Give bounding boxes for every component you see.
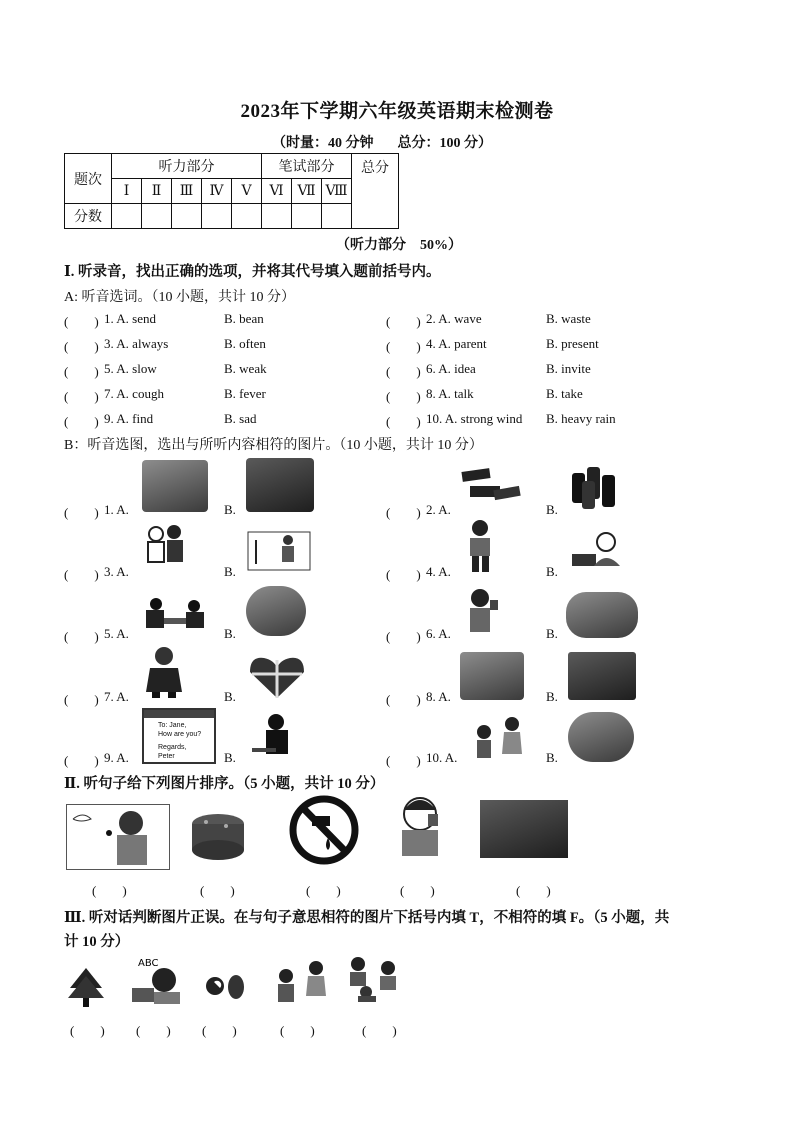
email-question: How are you? <box>158 731 202 738</box>
question-option-a: 1. A. <box>104 502 129 517</box>
score-cell[interactable] <box>112 204 142 229</box>
picture-beans <box>202 972 248 1002</box>
answer-blank[interactable]: ( ) <box>64 629 99 644</box>
answer-blank[interactable]: ( ) <box>386 567 421 582</box>
answer-blank[interactable]: ( ) <box>386 314 421 329</box>
question-option-a: 7. A. <box>104 689 129 704</box>
picture-girl-abc <box>130 954 186 1006</box>
question-option-b: B. <box>546 689 558 704</box>
picture-girl-singing <box>66 804 170 870</box>
picture-tree <box>66 966 106 1008</box>
answer-blank[interactable]: ( ) <box>306 883 341 898</box>
question-option-b: B. <box>546 564 558 579</box>
picture-stage-show <box>246 458 314 512</box>
numeral-5: Ⅴ <box>232 179 262 204</box>
question-option-b: B. weak <box>224 361 267 376</box>
question-option-a: 5. A. slow <box>104 361 157 376</box>
answer-blank[interactable]: ( ) <box>64 389 99 404</box>
question-option-b: B. present <box>546 336 599 351</box>
question-option-b: B. bean <box>224 311 264 326</box>
question-option-a: 6. A. <box>426 626 451 641</box>
row-label-items: 题次 <box>65 154 112 204</box>
total-header: 总分 <box>352 154 399 229</box>
answer-blank[interactable]: ( ) <box>386 389 421 404</box>
score-cell[interactable] <box>142 204 172 229</box>
answer-blank[interactable]: ( ) <box>200 883 235 898</box>
picture-boy-drinking <box>462 586 504 636</box>
answer-blank[interactable]: ( ) <box>202 1023 237 1038</box>
numeral-2: Ⅱ <box>142 179 172 204</box>
picture-reading-newspaper <box>246 586 306 636</box>
part3-heading-line1: Ⅲ. 听对话判断图片正误。在与句子意思相符的图片下括号内填 T，不相符的填 F。（5 小题，共 <box>64 910 670 926</box>
score-table <box>64 153 399 229</box>
part1-heading: Ⅰ. 听录音，找出正确的选项，并将其代号填入题前括号内。 <box>64 264 441 280</box>
question-option-b: B. <box>546 750 558 765</box>
listening-header: 听力部分 <box>112 154 262 179</box>
answer-blank[interactable]: ( ) <box>64 314 99 329</box>
answer-blank[interactable]: ( ) <box>64 364 99 379</box>
picture-children-playing <box>344 954 406 1004</box>
answer-blank[interactable]: ( ) <box>136 1023 171 1038</box>
no-water-sign-icon <box>288 794 360 866</box>
answer-blank[interactable]: ( ) <box>386 692 421 707</box>
question-option-a: 1. A. send <box>104 311 156 326</box>
listening-weight-note: （听力部分 50%） <box>336 238 462 253</box>
numeral-6: Ⅵ <box>262 179 292 204</box>
question-option-b: B. waste <box>546 311 591 326</box>
question-option-b: B. <box>224 564 236 579</box>
row-label-scores: 分数 <box>65 204 112 229</box>
picture-boy-box <box>462 518 498 576</box>
question-option-a: 7. A. cough <box>104 386 164 401</box>
picture-cleaning <box>246 530 312 574</box>
question-option-b: B. <box>546 502 558 517</box>
question-option-b: B. fever <box>224 386 266 401</box>
answer-blank[interactable]: ( ) <box>386 339 421 354</box>
picture-sleeping-bed <box>566 592 638 638</box>
question-option-a: 8. A. <box>426 689 451 704</box>
numeral-1: Ⅰ <box>112 179 142 204</box>
email-signature: Peter <box>158 753 175 760</box>
picture-santa-claus <box>142 644 188 700</box>
email-greeting: To: Jane, <box>158 722 187 729</box>
score-cell[interactable] <box>292 204 322 229</box>
picture-two-girls-talking <box>272 958 330 1004</box>
numeral-3: Ⅲ <box>172 179 202 204</box>
picture-gift-heart <box>246 654 308 700</box>
picture-two-girls <box>468 714 530 762</box>
question-option-b: B. <box>224 750 236 765</box>
score-cell[interactable] <box>232 204 262 229</box>
score-cell[interactable] <box>202 204 232 229</box>
question-option-b: B. <box>546 626 558 641</box>
question-option-a: 4. A. <box>426 564 451 579</box>
answer-blank[interactable]: ( ) <box>70 1023 105 1038</box>
numeral-8: Ⅷ <box>322 179 352 204</box>
question-option-b: B. often <box>224 336 266 351</box>
exam-info <box>272 132 492 152</box>
part2-heading: Ⅱ. 听句子给下列图片排序。（5 小题，共计 10 分） <box>64 776 385 792</box>
question-option-b: B. <box>224 502 236 517</box>
picture-email-window <box>142 708 216 764</box>
picture-forest-house <box>460 652 524 700</box>
time-limit: （时量：40 分钟 <box>272 136 374 151</box>
part3-heading-line2: 计 10 分） <box>64 934 130 950</box>
answer-blank[interactable]: ( ) <box>386 753 421 768</box>
page-title: 2023年下学期六年级英语期末检测卷 <box>240 101 554 122</box>
question-option-b: B. invite <box>546 361 591 376</box>
picture-sick-child <box>568 528 626 574</box>
question-option-a: 10. A. <box>426 750 458 765</box>
question-option-a: 5. A. <box>104 626 129 641</box>
email-regards: Regards, <box>158 744 187 751</box>
svg-text:ABC: ABC <box>138 958 159 969</box>
picture-mooncake <box>186 808 250 864</box>
question-option-a: 10. A. strong wind <box>426 411 523 426</box>
question-option-a: 4. A. parent <box>426 336 487 351</box>
answer-blank[interactable]: ( ) <box>386 414 421 429</box>
numeral-7: Ⅶ <box>292 179 322 204</box>
picture-chocolate-bars <box>460 466 524 508</box>
answer-blank[interactable]: ( ) <box>64 692 99 707</box>
question-option-b: B. sad <box>224 411 257 426</box>
picture-person-desk <box>250 712 294 762</box>
question-option-a: 3. A. always <box>104 336 169 351</box>
answer-blank[interactable]: ( ) <box>64 414 99 429</box>
picture-river-landscape <box>480 800 568 858</box>
picture-girl-clock <box>568 712 634 762</box>
question-option-a: 3. A. <box>104 564 129 579</box>
question-option-b: B. take <box>546 386 583 401</box>
picture-old-couple <box>142 522 190 572</box>
picture-boy-headache <box>392 792 448 858</box>
answer-blank[interactable]: ( ) <box>400 883 435 898</box>
question-option-b: B. <box>224 626 236 641</box>
question-option-a: 6. A. idea <box>426 361 476 376</box>
answer-blank[interactable]: ( ) <box>64 753 99 768</box>
question-option-a: 2. A. wave <box>426 311 482 326</box>
answer-blank[interactable]: ( ) <box>64 505 99 520</box>
answer-blank[interactable]: ( ) <box>280 1023 315 1038</box>
question-option-a: 2. A. <box>426 502 451 517</box>
answer-blank[interactable]: ( ) <box>92 883 127 898</box>
picture-drink-cans <box>568 463 622 511</box>
picture-dark-field <box>568 652 636 700</box>
answer-blank[interactable]: ( ) <box>386 629 421 644</box>
question-option-a: 9. A. find <box>104 411 154 426</box>
part1b-heading: B：听音选图，选出与所听内容相符的图片。（10 小题，共计 10 分） <box>64 438 483 453</box>
score-cell[interactable] <box>262 204 292 229</box>
picture-chess-players <box>142 596 208 634</box>
answer-blank[interactable]: ( ) <box>64 339 99 354</box>
question-option-a: 9. A. <box>104 750 129 765</box>
answer-blank[interactable]: ( ) <box>386 505 421 520</box>
question-option-b: B. <box>224 689 236 704</box>
numeral-4: Ⅳ <box>202 179 232 204</box>
answer-blank[interactable]: ( ) <box>64 567 99 582</box>
score-cell[interactable] <box>172 204 202 229</box>
score-cell[interactable] <box>322 204 352 229</box>
question-option-a: 8. A. talk <box>426 386 474 401</box>
total-score-info: 总分：100 分） <box>397 136 492 151</box>
picture-field-work <box>142 460 208 512</box>
answer-blank[interactable]: ( ) <box>362 1023 397 1038</box>
question-option-b: B. heavy rain <box>546 411 616 426</box>
part1a-heading: A: 听音选词。（10 小题，共计 10 分） <box>64 290 295 305</box>
written-header: 笔试部分 <box>262 154 352 179</box>
answer-blank[interactable]: ( ) <box>386 364 421 379</box>
answer-blank[interactable]: ( ) <box>516 883 551 898</box>
